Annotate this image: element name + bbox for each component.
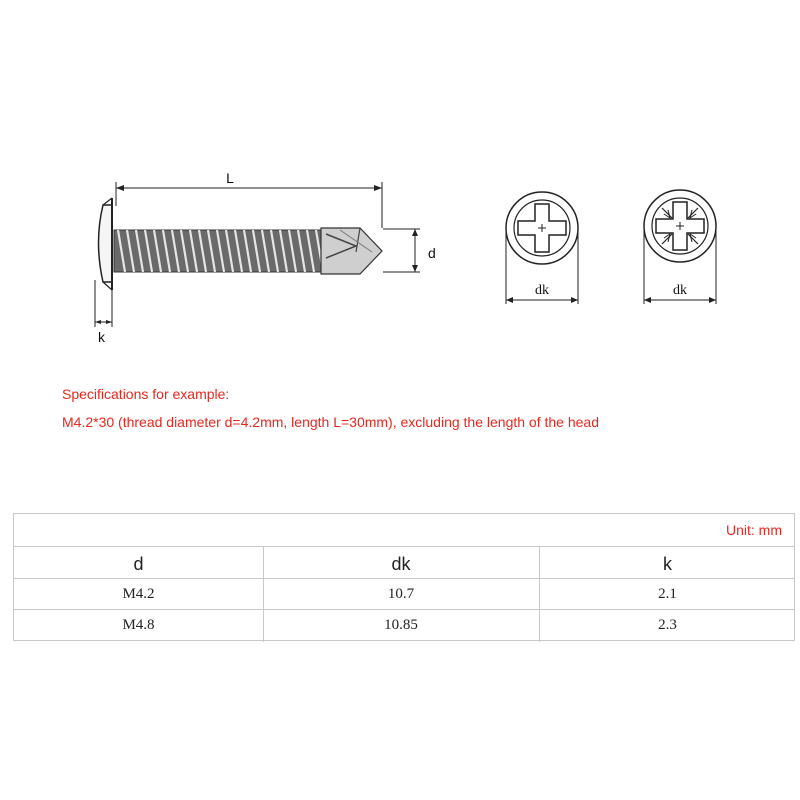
table-cell: 10.85	[384, 617, 418, 633]
head-height-dimension	[95, 280, 112, 345]
head-diameter-label-left: dk	[535, 283, 549, 298]
table-divider	[14, 609, 794, 610]
diameter-label: d	[428, 245, 436, 261]
spec-example: M4.2*30 (thread diameter d=4.2mm, length L=30mm), excluding the length of the head	[62, 414, 599, 430]
head-height-label: k	[98, 329, 105, 345]
table-cell: 10.7	[387, 586, 415, 602]
spec-title: Specifications for example:	[62, 386, 230, 402]
spec-table	[13, 513, 795, 641]
header-k: k	[663, 554, 672, 574]
unit-row	[14, 514, 794, 547]
screw-diagram	[0, 0, 800, 360]
screw-side-view	[99, 198, 383, 290]
unit-label: Unit: mm	[726, 522, 782, 538]
table-cell: M4.2	[122, 586, 155, 602]
header-d: d	[133, 554, 144, 574]
table-divider	[14, 578, 794, 579]
head-diameter-label-right: dk	[673, 283, 687, 298]
pozidriv-head-top-view	[644, 190, 716, 304]
length-dimension	[116, 170, 382, 228]
length-label: L	[226, 170, 234, 186]
table-cell: 2.3	[658, 617, 677, 633]
diameter-dimension	[383, 229, 436, 272]
table-cell: M4.8	[122, 617, 155, 633]
table-cell: 2.1	[658, 586, 677, 602]
header-dk: dk	[391, 554, 411, 574]
phillips-head-top-view	[506, 192, 578, 304]
